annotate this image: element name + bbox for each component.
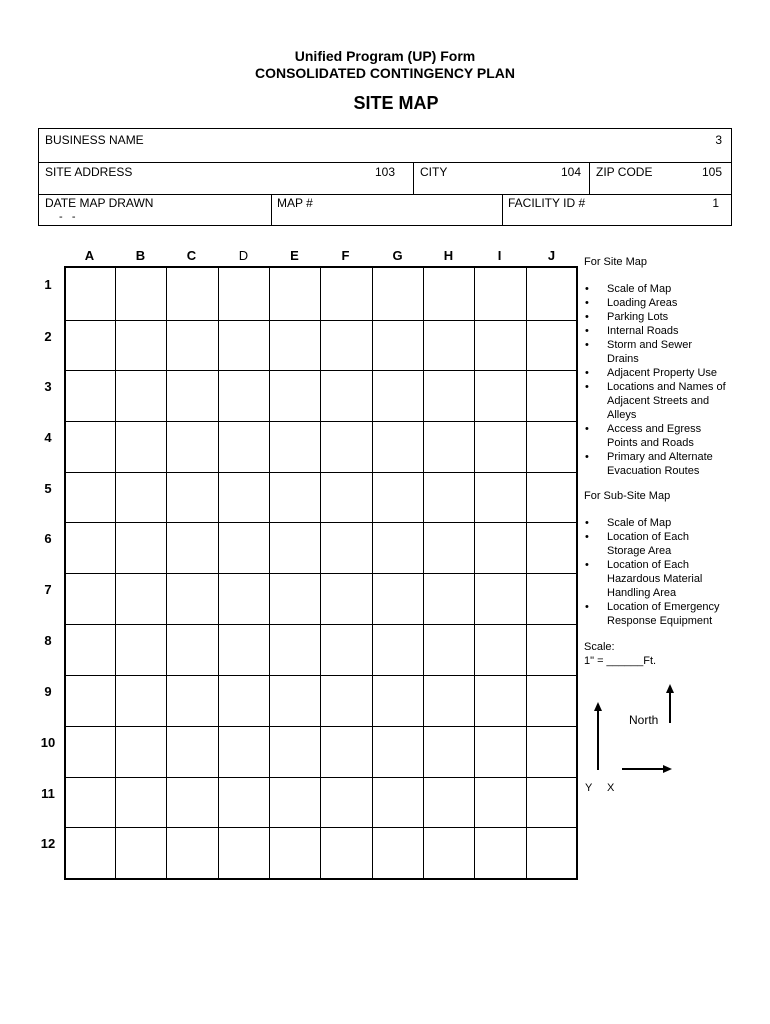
site-address-field[interactable]: 103 — [375, 165, 396, 179]
row-label: 2 — [44, 329, 52, 344]
row-label: 3 — [44, 379, 52, 394]
axis-arrows — [588, 680, 688, 776]
row-label: 1 — [44, 277, 52, 292]
facility-id-label: FACILITY ID # — [508, 196, 586, 210]
grid-line — [66, 472, 576, 473]
row-label: 12 — [40, 836, 56, 851]
form-divider — [589, 162, 590, 194]
column-label: F — [341, 248, 350, 263]
site-info-form — [38, 128, 732, 226]
x-axis-label: X — [607, 782, 615, 794]
form-divider — [413, 162, 414, 194]
scale-label: Scale: — [584, 641, 615, 653]
site-map-grid[interactable] — [64, 266, 578, 880]
grid-line — [66, 624, 576, 625]
form-name: Unified Program (UP) Form — [294, 48, 476, 64]
business-name-label: BUSINESS NAME — [45, 133, 144, 147]
site-address-label: SITE ADDRESS — [45, 165, 133, 179]
column-label: H — [443, 248, 454, 263]
list-item: • Location of Emergency Response Equipment — [584, 600, 729, 628]
y-axis-label: Y — [585, 782, 593, 794]
list-item: • Scale of Map — [584, 516, 729, 530]
row-label: 5 — [44, 481, 52, 496]
list-item: • Adjacent Property Use — [584, 366, 729, 380]
list-item: • Location of Each Hazardous Material Handling Area — [584, 558, 717, 600]
site-map-instructions — [584, 255, 764, 478]
list-item: • Parking Lots — [584, 310, 729, 324]
list-item: • Location of Each Storage Area — [584, 530, 707, 558]
list-item: • Scale of Map — [584, 282, 729, 296]
column-label: E — [290, 248, 299, 263]
grid-line — [66, 573, 576, 574]
sub-site-heading: For Sub-Site Map — [584, 490, 671, 502]
column-label: C — [186, 248, 197, 263]
facility-id-field[interactable]: 1 — [712, 196, 719, 210]
column-label: J — [547, 248, 556, 263]
grid-line — [66, 726, 576, 727]
city-field[interactable]: 104 — [561, 165, 582, 179]
site-map-heading: For Site Map — [584, 256, 647, 268]
list-item: • Primary and Alternate Evacuation Routes — [584, 450, 729, 478]
zip-code-field[interactable]: 105 — [701, 165, 722, 179]
list-item: • Locations and Names of Adjacent Streets and Alleys — [584, 380, 729, 422]
grid-line — [66, 777, 576, 778]
grid-line — [66, 370, 576, 371]
form-divider — [39, 162, 731, 163]
row-label: 10 — [40, 735, 56, 750]
row-label: 8 — [44, 633, 52, 648]
grid-line — [66, 421, 576, 422]
sub-site-list — [584, 516, 729, 628]
date-map-drawn-label: DATE MAP DRAWN — [45, 196, 154, 210]
form-subtitle: CONSOLIDATED CONTINGENCY PLAN — [254, 65, 516, 81]
form-divider — [502, 194, 503, 225]
column-label: B — [135, 248, 146, 263]
form-divider — [271, 194, 272, 225]
scale-field[interactable]: 1" = ______Ft. — [584, 655, 657, 667]
grid-line — [66, 522, 576, 523]
zip-code-label: ZIP CODE — [596, 165, 653, 179]
form-divider — [39, 194, 731, 195]
date-map-drawn-field[interactable]: - - — [59, 211, 76, 223]
row-label: 7 — [44, 582, 52, 597]
x-axis-arrow-icon — [622, 765, 672, 773]
grid-line — [66, 675, 576, 676]
sub-site-map-instructions — [584, 489, 764, 628]
row-label: 6 — [44, 531, 52, 546]
column-label: D — [238, 248, 249, 263]
list-item: • Internal Roads — [584, 324, 729, 338]
column-label: G — [392, 248, 403, 263]
map-number-label: MAP # — [277, 196, 313, 210]
y-axis-arrow-icon — [594, 702, 602, 770]
grid-line — [66, 827, 576, 828]
north-label: North — [629, 713, 659, 727]
row-label: 4 — [44, 430, 52, 445]
column-label: A — [84, 248, 95, 263]
list-item: • Storm and Sewer Drains — [584, 338, 707, 366]
column-label: I — [497, 248, 502, 263]
site-map-list — [584, 282, 729, 478]
list-item: • Access and Egress Points and Roads — [584, 422, 729, 450]
grid-line — [66, 320, 576, 321]
row-label: 11 — [41, 786, 55, 801]
list-item: • Loading Areas — [584, 296, 729, 310]
page-title: SITE MAP — [353, 93, 439, 113]
row-label: 9 — [44, 684, 52, 699]
business-name-field[interactable]: 3 — [715, 133, 722, 147]
city-label: CITY — [420, 165, 448, 179]
